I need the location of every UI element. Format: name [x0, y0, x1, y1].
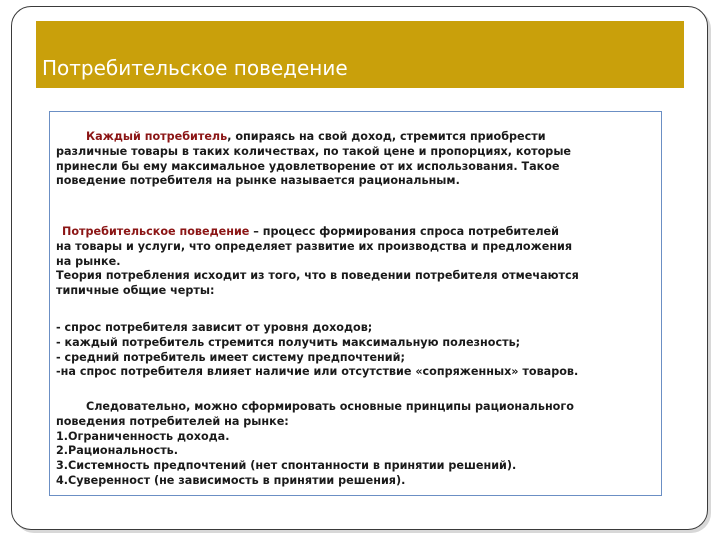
traits-list: [56, 321, 656, 380]
paragraph-rational-consumer: [56, 130, 656, 189]
principle-item: 2.Рациональность.: [56, 444, 179, 458]
principle-item: 4.Суверенност (не зависимость в принятии решения).: [56, 473, 406, 487]
list-item: -на спрос потребителя влияет наличие или отсутствие «сопряженных» товаров.: [56, 365, 579, 379]
slide-title: Потребительское поведение: [42, 56, 348, 80]
paragraph-line: типичные общие черты:: [56, 284, 215, 298]
list-item: - каждый потребитель стремится получить максимальную полезность;: [56, 335, 521, 349]
line-text: , опираясь на свой доход, стремится приобрести: [227, 130, 546, 143]
paragraph-line: на рынке.: [56, 254, 121, 268]
paragraph-line: Теория потребления исходит из того, что в поведении потребителя отмечаются: [56, 269, 579, 283]
paragraph-line: [56, 225, 656, 240]
paragraph-consumer-behavior: [56, 225, 656, 299]
content-box: [49, 111, 662, 496]
principle-item: 3.Системность предпочтений (нет спонтанности в принятии решений).: [56, 459, 517, 473]
paragraph-line: [56, 130, 656, 145]
line-text: – процесс формирования спроса потребителей: [249, 225, 559, 238]
paragraph-line: поведения потребителей на рынке:: [56, 414, 289, 428]
paragraph-line: Следовательно, можно сформировать основные принципы рационального: [86, 400, 574, 413]
paragraph-principles: [56, 400, 656, 489]
list-item: - средний потребитель имеет систему предпочтений;: [56, 350, 405, 364]
paragraph-line: различные товары в таких количествах, по такой цене и пропорциях, которые: [56, 144, 572, 158]
highlight-term: Потребительское поведение: [62, 225, 250, 238]
list-item: - спрос потребителя зависит от уровня доходов;: [56, 321, 373, 334]
paragraph-line: поведение потребителя на рынке называется рациональным.: [56, 174, 460, 188]
paragraph-line: на товары и услуги, что определяет развитие их производства и предложения: [56, 239, 573, 253]
paragraph-line: принесли бы ему максимальное удовлетворение от их использования. Такое: [56, 159, 560, 173]
title-bar: [36, 21, 684, 88]
principle-item: 1.Ограниченность дохода.: [56, 429, 230, 443]
highlight-term: Каждый потребитель: [86, 130, 228, 143]
